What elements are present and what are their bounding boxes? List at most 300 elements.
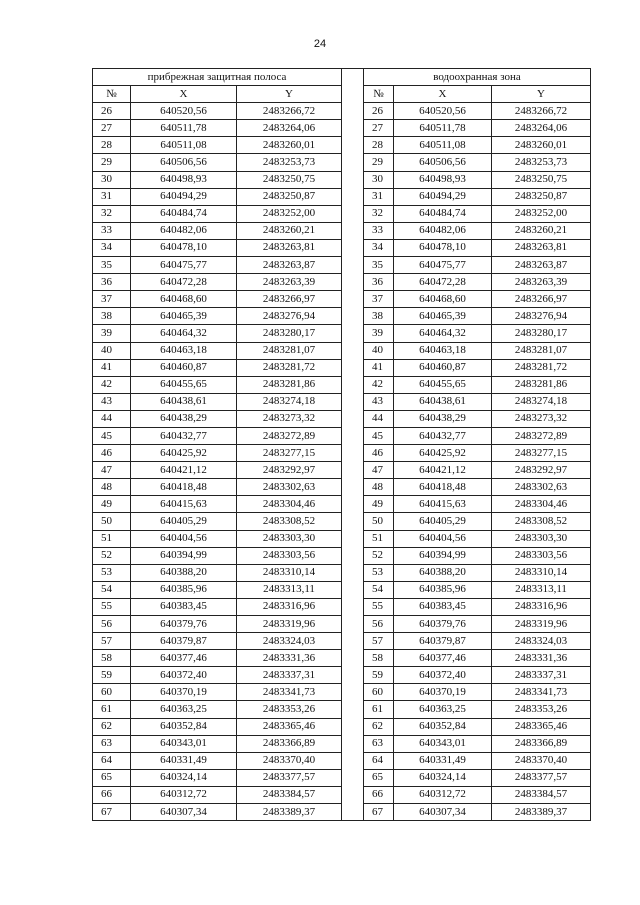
right-y-value: 2483273,32 <box>492 410 591 427</box>
right-point-number: 26 <box>364 103 394 120</box>
left-x-value: 640370,19 <box>131 684 237 701</box>
right-point-number: 36 <box>364 274 394 291</box>
right-point-number: 64 <box>364 752 394 769</box>
right-y-value: 2483277,15 <box>492 445 591 462</box>
table-row <box>93 616 591 633</box>
right-point-number: 56 <box>364 616 394 633</box>
right-y-value: 2483266,72 <box>492 103 591 120</box>
table-gap <box>342 222 364 239</box>
left-y-value: 2483260,01 <box>237 137 342 154</box>
right-y-value: 2483281,07 <box>492 342 591 359</box>
left-point-number: 34 <box>93 239 131 256</box>
left-point-number: 49 <box>93 496 131 513</box>
left-y-value: 2483263,87 <box>237 257 342 274</box>
table-row <box>93 769 591 786</box>
left-x-value: 640475,77 <box>131 257 237 274</box>
table-gap <box>342 564 364 581</box>
right-point-number: 30 <box>364 171 394 188</box>
left-point-number: 29 <box>93 154 131 171</box>
right-y-value: 2483272,89 <box>492 427 591 444</box>
right-x-value: 640506,56 <box>394 154 492 171</box>
right-y-value: 2483274,18 <box>492 393 591 410</box>
right-point-number: 45 <box>364 427 394 444</box>
right-y-value: 2483308,52 <box>492 513 591 530</box>
right-point-number: 40 <box>364 342 394 359</box>
right-y-value: 2483280,17 <box>492 325 591 342</box>
left-y-value: 2483310,14 <box>237 564 342 581</box>
right-point-number: 39 <box>364 325 394 342</box>
right-y-value: 2483313,11 <box>492 581 591 598</box>
right-x-value: 640465,39 <box>394 308 492 325</box>
table-row <box>93 188 591 205</box>
left-point-number: 27 <box>93 120 131 137</box>
right-y-value: 2483377,57 <box>492 769 591 786</box>
left-x-value: 640363,25 <box>131 701 237 718</box>
right-x-value: 640343,01 <box>394 735 492 752</box>
right-x-value: 640370,19 <box>394 684 492 701</box>
right-point-number: 32 <box>364 205 394 222</box>
right-y-value: 2483331,36 <box>492 650 591 667</box>
left-x-value: 640379,87 <box>131 633 237 650</box>
right-y-value: 2483276,94 <box>492 308 591 325</box>
left-point-number: 58 <box>93 650 131 667</box>
left-y-value: 2483353,26 <box>237 701 342 718</box>
right-x-value: 640511,08 <box>394 137 492 154</box>
table-gap <box>342 581 364 598</box>
right-x-value: 640455,65 <box>394 376 492 393</box>
left-y-value: 2483303,56 <box>237 547 342 564</box>
left-point-number: 63 <box>93 735 131 752</box>
right-x-value: 640484,74 <box>394 205 492 222</box>
left-point-number: 48 <box>93 479 131 496</box>
right-point-number: 34 <box>364 239 394 256</box>
table-gap <box>342 171 364 188</box>
left-y-value: 2483281,72 <box>237 359 342 376</box>
table-row <box>93 137 591 154</box>
left-y-value: 2483281,07 <box>237 342 342 359</box>
table-row <box>93 752 591 769</box>
left-point-number: 30 <box>93 171 131 188</box>
left-point-number: 26 <box>93 103 131 120</box>
table-gap <box>342 427 364 444</box>
left-x-value: 640418,48 <box>131 479 237 496</box>
right-x-value: 640377,46 <box>394 650 492 667</box>
left-x-value: 640421,12 <box>131 462 237 479</box>
right-y-value: 2483303,30 <box>492 530 591 547</box>
left-x-value: 640331,49 <box>131 752 237 769</box>
table-row <box>93 496 591 513</box>
right-point-number: 49 <box>364 496 394 513</box>
left-x-value: 640324,14 <box>131 769 237 786</box>
table-gap <box>342 188 364 205</box>
left-point-number: 42 <box>93 376 131 393</box>
table-row <box>93 291 591 308</box>
right-x-value: 640475,77 <box>394 257 492 274</box>
right-x-value: 640394,99 <box>394 547 492 564</box>
table-gap <box>342 154 364 171</box>
left-point-number: 46 <box>93 445 131 462</box>
table-row <box>93 804 591 821</box>
table-gap <box>342 342 364 359</box>
left-point-number: 60 <box>93 684 131 701</box>
right-point-number: 59 <box>364 667 394 684</box>
table-row <box>93 120 591 137</box>
table-row <box>93 564 591 581</box>
right-point-number: 63 <box>364 735 394 752</box>
left-point-number: 39 <box>93 325 131 342</box>
table-gap <box>342 291 364 308</box>
table-title-row <box>93 69 591 86</box>
right-y-value: 2483384,57 <box>492 786 591 803</box>
right-point-number: 67 <box>364 804 394 821</box>
left-y-value: 2483280,17 <box>237 325 342 342</box>
left-y-value: 2483331,36 <box>237 650 342 667</box>
left-y-value: 2483266,72 <box>237 103 342 120</box>
right-x-value: 640464,32 <box>394 325 492 342</box>
table-gap <box>342 120 364 137</box>
left-y-value: 2483313,11 <box>237 581 342 598</box>
table-row <box>93 581 591 598</box>
right-x-value: 640352,84 <box>394 718 492 735</box>
page-number: 24 <box>313 38 327 50</box>
left-point-number: 64 <box>93 752 131 769</box>
right-x-value: 640425,92 <box>394 445 492 462</box>
table-gap <box>342 308 364 325</box>
left-x-value: 640478,10 <box>131 239 237 256</box>
left-y-value: 2483264,06 <box>237 120 342 137</box>
left-y-value: 2483365,46 <box>237 718 342 735</box>
left-x-value: 640511,78 <box>131 120 237 137</box>
right-point-number: 28 <box>364 137 394 154</box>
left-x-value: 640372,40 <box>131 667 237 684</box>
left-point-number: 67 <box>93 804 131 821</box>
left-x-value: 640484,74 <box>131 205 237 222</box>
right-y-value: 2483370,40 <box>492 752 591 769</box>
right-point-number: 50 <box>364 513 394 530</box>
left-y-value: 2483304,46 <box>237 496 342 513</box>
table-row <box>93 598 591 615</box>
left-y-value: 2483263,39 <box>237 274 342 291</box>
left-x-value: 640307,34 <box>131 804 237 821</box>
right-point-number: 43 <box>364 393 394 410</box>
table-gap <box>342 513 364 530</box>
left-y-value: 2483341,73 <box>237 684 342 701</box>
table-gap <box>342 530 364 547</box>
left-point-number: 43 <box>93 393 131 410</box>
right-x-value: 640404,56 <box>394 530 492 547</box>
left-y-value: 2483250,75 <box>237 171 342 188</box>
left-point-number: 37 <box>93 291 131 308</box>
table-gap <box>342 547 364 564</box>
left-x-value: 640404,56 <box>131 530 237 547</box>
left-point-number: 62 <box>93 718 131 735</box>
left-point-number: 47 <box>93 462 131 479</box>
left-point-number: 55 <box>93 598 131 615</box>
left-x-value: 640343,01 <box>131 735 237 752</box>
left-y-value: 2483303,30 <box>237 530 342 547</box>
left-y-value: 2483308,52 <box>237 513 342 530</box>
left-y-value: 2483324,03 <box>237 633 342 650</box>
left-x-value: 640425,92 <box>131 445 237 462</box>
left-x-value: 640385,96 <box>131 581 237 598</box>
right-x-value: 640324,14 <box>394 769 492 786</box>
left-point-number: 35 <box>93 257 131 274</box>
table-row <box>93 667 591 684</box>
table-gap <box>342 718 364 735</box>
left-y-value: 2483292,97 <box>237 462 342 479</box>
right-point-number: 51 <box>364 530 394 547</box>
right-x-value: 640405,29 <box>394 513 492 530</box>
right-x-value: 640432,77 <box>394 427 492 444</box>
left-x-value: 640464,32 <box>131 325 237 342</box>
left-y-value: 2483337,31 <box>237 667 342 684</box>
left-y-value: 2483260,21 <box>237 222 342 239</box>
left-point-number: 32 <box>93 205 131 222</box>
right-point-number: 44 <box>364 410 394 427</box>
right-point-number: 27 <box>364 120 394 137</box>
left-x-value: 640463,18 <box>131 342 237 359</box>
table-gap <box>342 496 364 513</box>
table-row <box>93 205 591 222</box>
table-gap <box>342 633 364 650</box>
right-y-value: 2483281,72 <box>492 359 591 376</box>
right-y-value: 2483266,97 <box>492 291 591 308</box>
left-x-value: 640383,45 <box>131 598 237 615</box>
right-x-value: 640438,61 <box>394 393 492 410</box>
left-x-value: 640460,87 <box>131 359 237 376</box>
right-x-value: 640494,29 <box>394 188 492 205</box>
right-point-number: 61 <box>364 701 394 718</box>
left-table-title: прибрежная защитная полоса <box>93 69 342 86</box>
left-point-number: 36 <box>93 274 131 291</box>
right-x-value: 640415,63 <box>394 496 492 513</box>
right-x-value: 640438,29 <box>394 410 492 427</box>
left-x-value: 640455,65 <box>131 376 237 393</box>
table-gap <box>342 752 364 769</box>
table-gap <box>342 86 364 103</box>
right-y-value: 2483263,87 <box>492 257 591 274</box>
right-x-value: 640460,87 <box>394 359 492 376</box>
left-x-value: 640312,72 <box>131 786 237 803</box>
table-gap <box>342 667 364 684</box>
left-point-number: 40 <box>93 342 131 359</box>
right-point-number: 29 <box>364 154 394 171</box>
left-y-value: 2483263,81 <box>237 239 342 256</box>
left-x-value: 640438,29 <box>131 410 237 427</box>
table-gap <box>342 462 364 479</box>
right-point-number: 48 <box>364 479 394 496</box>
right-point-number: 66 <box>364 786 394 803</box>
right-y-value: 2483319,96 <box>492 616 591 633</box>
left-x-value: 640482,06 <box>131 222 237 239</box>
left-point-number: 45 <box>93 427 131 444</box>
left-point-number: 56 <box>93 616 131 633</box>
table-gap <box>342 598 364 615</box>
right-x-value: 640511,78 <box>394 120 492 137</box>
right-y-value: 2483250,75 <box>492 171 591 188</box>
table-row <box>93 154 591 171</box>
right-y-value: 2483292,97 <box>492 462 591 479</box>
right-header-y: Y <box>492 86 591 103</box>
table-row <box>93 445 591 462</box>
table-gap <box>342 650 364 667</box>
right-header-num: № <box>364 86 394 103</box>
right-y-value: 2483303,56 <box>492 547 591 564</box>
left-point-number: 65 <box>93 769 131 786</box>
right-x-value: 640478,10 <box>394 239 492 256</box>
left-y-value: 2483276,94 <box>237 308 342 325</box>
left-y-value: 2483274,18 <box>237 393 342 410</box>
left-point-number: 57 <box>93 633 131 650</box>
table-row <box>93 530 591 547</box>
left-point-number: 28 <box>93 137 131 154</box>
table-row <box>93 479 591 496</box>
table-row <box>93 701 591 718</box>
right-point-number: 38 <box>364 308 394 325</box>
right-point-number: 54 <box>364 581 394 598</box>
right-x-value: 640520,56 <box>394 103 492 120</box>
right-y-value: 2483263,39 <box>492 274 591 291</box>
left-header-num: № <box>93 86 131 103</box>
table-gap <box>342 769 364 786</box>
left-point-number: 66 <box>93 786 131 803</box>
column-header-row <box>93 86 591 103</box>
table-row <box>93 786 591 803</box>
left-x-value: 640394,99 <box>131 547 237 564</box>
right-y-value: 2483310,14 <box>492 564 591 581</box>
right-y-value: 2483324,03 <box>492 633 591 650</box>
left-y-value: 2483277,15 <box>237 445 342 462</box>
right-point-number: 57 <box>364 633 394 650</box>
right-y-value: 2483341,73 <box>492 684 591 701</box>
left-point-number: 41 <box>93 359 131 376</box>
left-x-value: 640498,93 <box>131 171 237 188</box>
left-x-value: 640352,84 <box>131 718 237 735</box>
right-y-value: 2483263,81 <box>492 239 591 256</box>
left-point-number: 52 <box>93 547 131 564</box>
table-row <box>93 359 591 376</box>
right-point-number: 65 <box>364 769 394 786</box>
left-x-value: 640468,60 <box>131 291 237 308</box>
right-x-value: 640379,87 <box>394 633 492 650</box>
left-y-value: 2483389,37 <box>237 804 342 821</box>
right-point-number: 41 <box>364 359 394 376</box>
table-gap <box>342 786 364 803</box>
left-y-value: 2483316,96 <box>237 598 342 615</box>
left-x-value: 640520,56 <box>131 103 237 120</box>
table-row <box>93 171 591 188</box>
table-gap <box>342 393 364 410</box>
left-point-number: 51 <box>93 530 131 547</box>
right-point-number: 42 <box>364 376 394 393</box>
right-x-value: 640383,45 <box>394 598 492 615</box>
right-x-value: 640388,20 <box>394 564 492 581</box>
left-point-number: 38 <box>93 308 131 325</box>
right-y-value: 2483260,01 <box>492 137 591 154</box>
table-row <box>93 257 591 274</box>
right-y-value: 2483337,31 <box>492 667 591 684</box>
table-row <box>93 103 591 120</box>
left-y-value: 2483384,57 <box>237 786 342 803</box>
table-row <box>93 376 591 393</box>
left-point-number: 61 <box>93 701 131 718</box>
left-y-value: 2483377,57 <box>237 769 342 786</box>
table-gap <box>342 701 364 718</box>
table-gap <box>342 103 364 120</box>
right-x-value: 640363,25 <box>394 701 492 718</box>
right-x-value: 640482,06 <box>394 222 492 239</box>
table-gap <box>342 376 364 393</box>
left-point-number: 50 <box>93 513 131 530</box>
table-gap <box>342 479 364 496</box>
right-x-value: 640307,34 <box>394 804 492 821</box>
right-y-value: 2483252,00 <box>492 205 591 222</box>
right-x-value: 640312,72 <box>394 786 492 803</box>
table-row <box>93 325 591 342</box>
right-point-number: 58 <box>364 650 394 667</box>
table-gap <box>342 257 364 274</box>
right-point-number: 47 <box>364 462 394 479</box>
table-gap <box>342 445 364 462</box>
table-gap <box>342 735 364 752</box>
table-gap <box>342 684 364 701</box>
left-x-value: 640494,29 <box>131 188 237 205</box>
right-y-value: 2483250,87 <box>492 188 591 205</box>
right-point-number: 35 <box>364 257 394 274</box>
right-y-value: 2483281,86 <box>492 376 591 393</box>
right-x-value: 640331,49 <box>394 752 492 769</box>
right-point-number: 31 <box>364 188 394 205</box>
left-y-value: 2483272,89 <box>237 427 342 444</box>
right-point-number: 55 <box>364 598 394 615</box>
left-y-value: 2483250,87 <box>237 188 342 205</box>
table-gap <box>342 137 364 154</box>
table-row <box>93 633 591 650</box>
left-y-value: 2483253,73 <box>237 154 342 171</box>
left-point-number: 54 <box>93 581 131 598</box>
right-y-value: 2483264,06 <box>492 120 591 137</box>
table-row <box>93 718 591 735</box>
right-y-value: 2483389,37 <box>492 804 591 821</box>
right-point-number: 37 <box>364 291 394 308</box>
right-table-title: водоохранная зона <box>364 69 591 86</box>
left-header-x: X <box>131 86 237 103</box>
left-x-value: 640379,76 <box>131 616 237 633</box>
right-x-value: 640418,48 <box>394 479 492 496</box>
left-y-value: 2483281,86 <box>237 376 342 393</box>
left-point-number: 44 <box>93 410 131 427</box>
right-y-value: 2483316,96 <box>492 598 591 615</box>
left-x-value: 640465,39 <box>131 308 237 325</box>
right-y-value: 2483260,21 <box>492 222 591 239</box>
right-point-number: 53 <box>364 564 394 581</box>
right-x-value: 640468,60 <box>394 291 492 308</box>
left-x-value: 640388,20 <box>131 564 237 581</box>
table-row <box>93 410 591 427</box>
right-point-number: 33 <box>364 222 394 239</box>
left-y-value: 2483366,89 <box>237 735 342 752</box>
table-row <box>93 342 591 359</box>
left-y-value: 2483302,63 <box>237 479 342 496</box>
right-y-value: 2483366,89 <box>492 735 591 752</box>
table-row <box>93 462 591 479</box>
table-gap <box>342 325 364 342</box>
table-row <box>93 222 591 239</box>
right-y-value: 2483365,46 <box>492 718 591 735</box>
table-row <box>93 684 591 701</box>
right-point-number: 46 <box>364 445 394 462</box>
table-gap <box>342 410 364 427</box>
